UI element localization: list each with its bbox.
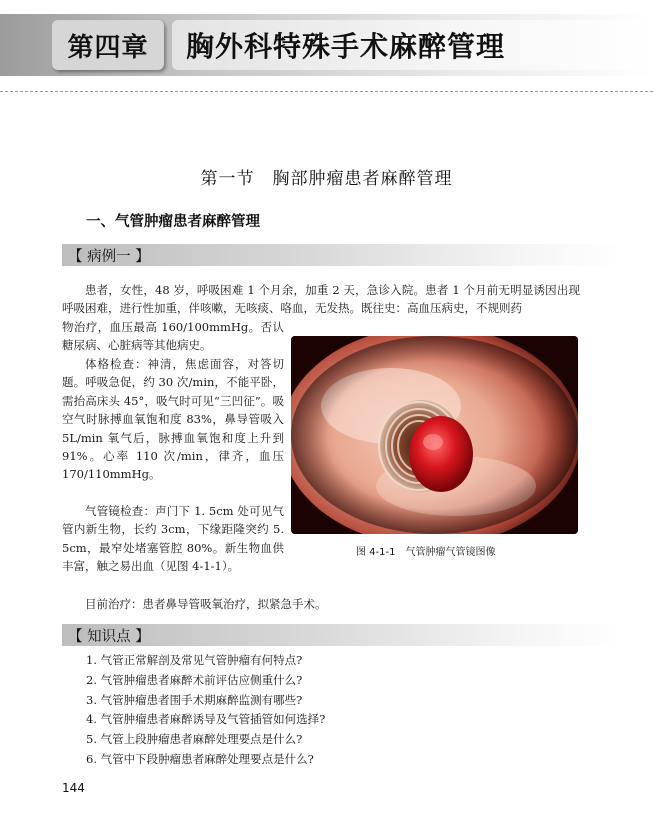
chapter-title-box xyxy=(172,20,653,70)
case-paragraph-bronchoscopy: 气管镜检查：声门下 1. 5cm 处可见气管内新生物，长约 3cm，下缘距隆突约 5. 5cm，最窄处堵塞管腔 80%。新生物血供丰富，触之易出血（见图 4-1-1）。 xyxy=(62,504,284,574)
case-paragraph-treatment: 目前治疗：患者鼻导管吸氧治疗，拟紧急手术。 xyxy=(85,597,327,611)
chapter-label-tab xyxy=(52,20,164,70)
page-number: 144 xyxy=(62,781,85,795)
knowledge-list xyxy=(86,651,325,770)
chapter-label: 第四章 xyxy=(67,32,149,63)
case-paragraph-exam: 体格检查：神清，焦虑面容，对答切题。呼吸急促，约 30 次/min，不能平卧，需抬高床头 45°，吸气时可见“三凹征”。吸空气时脉搏血氧饱和度 83%，鼻导管吸入 5L/min 氧气后，脉搏血氧饱和度上升到 91%。心率 110 次/min，律齐，血压 170/110mmHg。 xyxy=(62,357,284,482)
knowledge-label-bar xyxy=(62,624,622,646)
list-item: 6. 气管中下段肿瘤患者麻醉处理要点是什么? xyxy=(86,751,314,766)
figure-caption: 图 4-1-1 气管肿瘤气管镜图像 xyxy=(356,547,496,558)
list-item: 2. 气管肿瘤患者麻醉术前评估应侧重什么? xyxy=(86,672,303,687)
case-paragraph-history: 患者，女性，48 岁，呼吸困难 1 个月余，加重 2 天，急诊入院。患者 1 个月前无明显诱因出现呼吸困难，进行性加重，伴咳嗽，无咳痰、咯血，无发热。既往史：高血压病史，不规则药 xyxy=(62,283,580,316)
bronchoscopy-image xyxy=(291,336,578,534)
section-title: 第一节 胸部肿瘤患者麻醉管理 xyxy=(200,169,453,189)
list-item: 4. 气管肿瘤患者麻醉诱导及气管插管如何选择? xyxy=(86,712,326,727)
case-label-bar xyxy=(62,244,622,266)
dashed-divider xyxy=(0,91,653,92)
knowledge-label: 【 知识点 】 xyxy=(68,628,150,645)
list-item: 5. 气管上段肿瘤患者麻醉处理要点是什么? xyxy=(86,732,303,747)
list-item: 1. 气管正常解剖及常见气管肿瘤有何特点? xyxy=(86,653,303,667)
subsection-title: 一、气管肿瘤患者麻醉管理 xyxy=(86,214,260,230)
case-paragraph-history-cont: 物治疗，血压最高 160/100mmHg。否认糖尿病、心脏病等其他病史。 xyxy=(62,320,284,353)
chapter-title: 胸外科特殊手术麻醉管理 xyxy=(186,30,506,63)
list-item: 3. 气管肿瘤患者围手术期麻醉监测有哪些? xyxy=(86,692,303,707)
case-label: 【 病例一 】 xyxy=(68,248,150,265)
